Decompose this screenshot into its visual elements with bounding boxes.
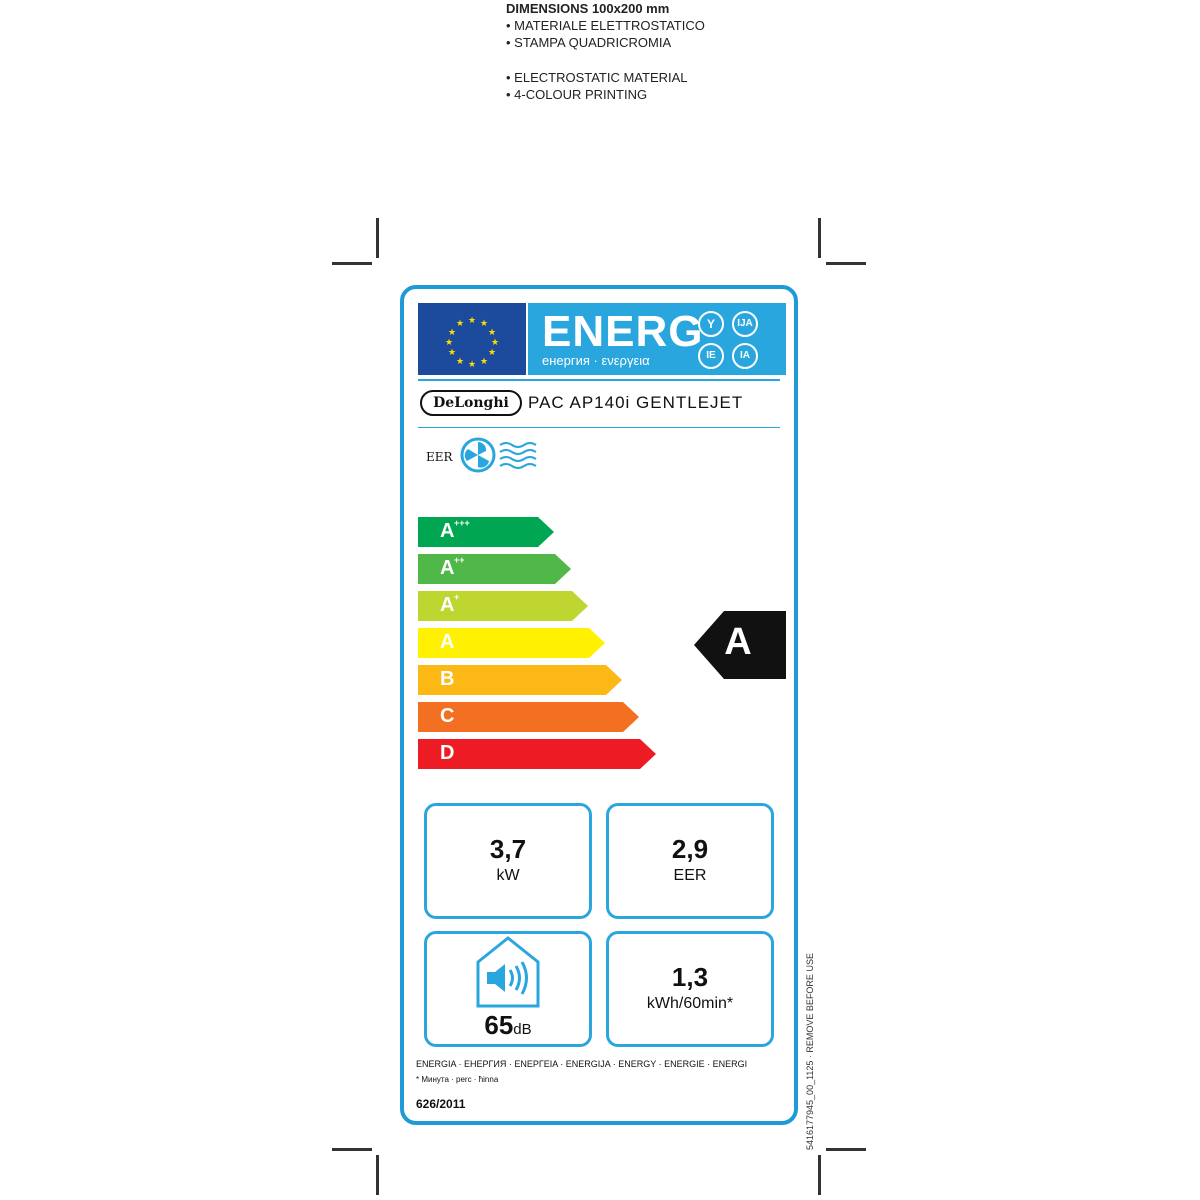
noise-reading	[427, 1010, 589, 1041]
spec-line: • ELECTROSTATIC MATERIAL	[506, 70, 688, 85]
energ-subtitle: енергия · ενεργεια	[542, 353, 650, 368]
energ-title: ENERG	[542, 307, 704, 356]
scale-class-label: C	[440, 705, 455, 727]
svg-text:★: ★	[479, 356, 489, 366]
scale-class-label: D	[440, 742, 455, 764]
svg-text:★: ★	[455, 356, 465, 366]
noise-unit: dB	[513, 1021, 532, 1038]
crop-mark	[376, 1155, 379, 1195]
crop-mark	[826, 1148, 866, 1151]
svg-text:★: ★	[467, 315, 477, 325]
brand-logo: DeLonghi	[420, 390, 522, 416]
footnote: * Минута · perc · ħinna	[416, 1075, 499, 1084]
crop-mark	[818, 218, 821, 258]
spec-line: • 4-COLOUR PRINTING	[506, 87, 648, 102]
crop-mark	[818, 1155, 821, 1195]
crop-mark	[826, 262, 866, 265]
power-box	[424, 803, 592, 919]
consumption-unit: kWh/60min*	[646, 995, 734, 1012]
scale-bar	[418, 591, 588, 621]
rating-letter: A	[724, 621, 752, 663]
scale-bar	[418, 739, 656, 769]
svg-text:★: ★	[490, 337, 500, 347]
scale-class-plus: +++	[454, 518, 470, 528]
language-badge: Y	[698, 311, 724, 337]
power-unit: kW	[496, 867, 520, 884]
scale-class-plus: +	[454, 592, 460, 602]
power-value: 3,7	[489, 834, 527, 864]
scale-class-plus: ++	[454, 555, 465, 565]
eu-flag	[418, 303, 526, 375]
svg-text:★: ★	[487, 327, 497, 337]
divider	[418, 379, 780, 381]
eer-box	[606, 803, 774, 919]
noise-value: 65	[484, 1010, 514, 1040]
svg-text:★: ★	[444, 337, 454, 347]
vertical-print-code: 5416177945_00_1125 · REMOVE BEFORE USE	[805, 953, 815, 1150]
crop-mark	[332, 1148, 372, 1151]
svg-text:★: ★	[447, 347, 457, 357]
crop-mark	[332, 262, 372, 265]
scale-bar	[418, 554, 571, 584]
spec-block	[506, 0, 705, 103]
languages-line: ENERGIA · ЕНЕРГИЯ · ENEPГEIA · ENERGIJA · ENERGY · ENERGIE · ENERGI	[416, 1059, 748, 1069]
scale-bar	[418, 517, 554, 547]
consumption-box	[606, 931, 774, 1047]
scale-class-label: A	[440, 557, 455, 579]
language-badge: IJA	[732, 311, 758, 337]
eer-unit: EER	[673, 867, 707, 884]
eer-value: 2,9	[671, 834, 709, 864]
energy-banner	[528, 303, 786, 375]
consumption-value: 1,3	[671, 962, 709, 992]
energy-label	[400, 285, 798, 1125]
crop-mark	[376, 218, 379, 258]
air-conditioner-icon	[460, 437, 548, 475]
noise-box	[424, 931, 592, 1047]
svg-text:★: ★	[487, 347, 497, 357]
scale-bar	[418, 665, 622, 695]
eer-label: EER	[426, 450, 453, 464]
spec-line: • STAMPA QUADRICROMIA	[506, 35, 672, 50]
scale-class-label: A	[440, 631, 455, 653]
svg-text:★: ★	[479, 318, 489, 328]
scale-class-label: A	[440, 594, 455, 616]
model-name: PAC AP140i GENTLEJET	[528, 393, 744, 412]
scale-class-label: B	[440, 668, 455, 690]
regulation: 626/2011	[416, 1097, 466, 1111]
svg-text:★: ★	[447, 327, 457, 337]
language-badge: IE	[698, 343, 724, 369]
scale-bar	[418, 702, 639, 732]
divider	[418, 427, 780, 428]
svg-text:★: ★	[455, 318, 465, 328]
scale-bar	[418, 628, 605, 658]
scale-class-label: A	[440, 520, 455, 542]
spec-line: • MATERIALE ELETTROSTATICO	[506, 18, 705, 33]
noise-house-icon	[473, 934, 543, 1010]
svg-text:★: ★	[467, 359, 477, 369]
eu-stars-icon	[418, 303, 526, 375]
spec-title: DIMENSIONS 100x200 mm	[506, 1, 670, 16]
language-badge: IA	[732, 343, 758, 369]
